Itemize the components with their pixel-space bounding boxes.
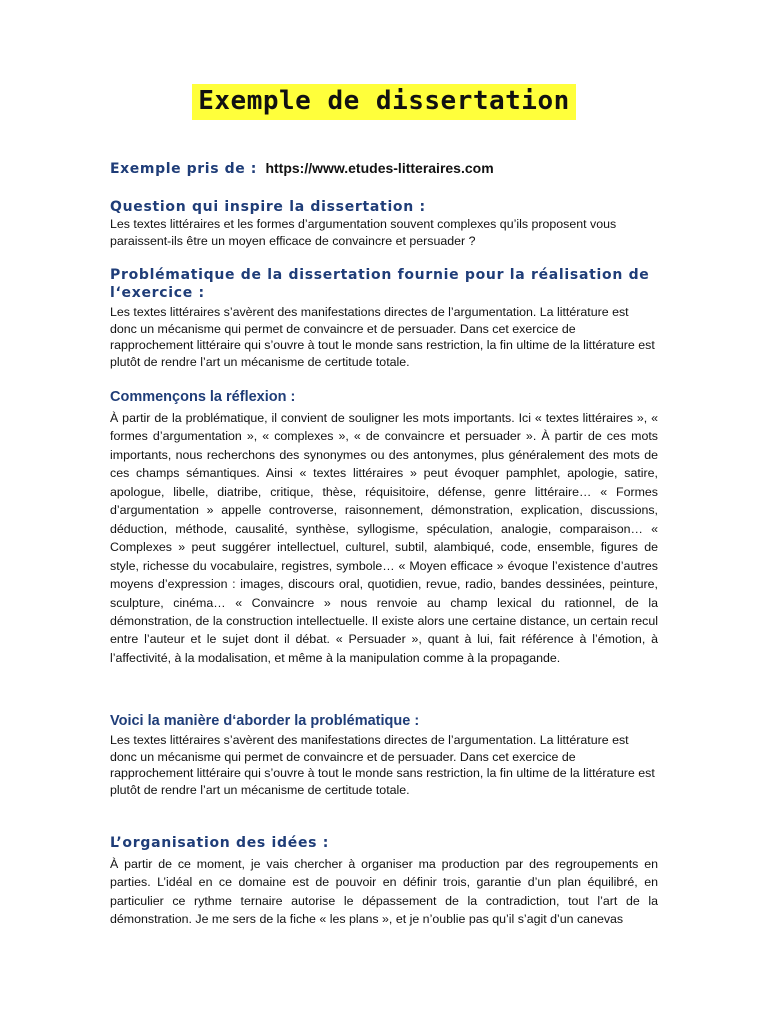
section-body: Les textes littéraires et les formes d’argumentation souvent complexes qu’ils proposent vous paraissent-ils être un moyen efficace de convaincre et persuader ?: [110, 217, 617, 248]
section-reflexion: [110, 388, 658, 667]
section-body: Les textes littéraires s’avèrent des manifestations directes de l’argumentation. La littérature est donc un mécanisme qui permet de convaincre et de persuader. Dans cet exercice de rapprochement littéraire qui s’ouvre à tout le monde sans restriction, la fin ultime de la littérature est plutôt de rendre l’art un mécanisme de certitude totale.: [110, 733, 655, 797]
section-problematique: [110, 266, 658, 370]
section-question: [110, 198, 658, 249]
source-label: Exemple pris de :: [110, 161, 257, 177]
section-heading: Voici la manière d‘aborder la problématique :: [110, 713, 420, 729]
section-heading: Question qui inspire la dissertation :: [110, 199, 426, 215]
section-body: Les textes littéraires s’avèrent des manifestations directes de l’argumentation. La littérature est donc un mécanisme qui permet de convaincre et de persuader. Dans cet exercice de rapprochement littéraire qui s’ouvre à tout le monde sans restriction, la fin ultime de la littérature est plutôt de rendre l’art un mécanisme de certitude totale.: [110, 305, 655, 369]
source-url: https://www.etudes-litteraires.com: [265, 160, 494, 176]
section-organisation: [110, 834, 658, 929]
section-body: À partir de la problématique, il convient de souligner les mots importants. Ici « textes littéraires », « formes d’argumentation », « complexes », « de convaincre et persuader ». À partir de ces mots importants, nous recherchons des synonymes ou des antonymes, plus généralement des mots de ces champs sémantiques. Ainsi « textes littéraires » peut évoquer pamphlet, apologie, satire, apologue, libelle, diatribe, critique, thèse, réquisitoire, défense, genre littéraire… « Formes d’argumentation » appelle controverse, raisonnement, démonstration, explication, discussions, déduction, méthode, causalité, synthèse, syllogisme, spéculation, analogie, comparaison… « Complexes » peut suggérer intellectuel, culturel, subtil, alambiqué, code, ensemble, figures de style, richesse du vocabulaire, registres, symbole… « Moyen efficace » évoque l’existence d’autres moyens d’expression : images, discours oral, quotidien, revue, radio, bandes dessinées, peinture, sculpture, cinéma… « Convaincre » nous renvoie au champ lexical du rationnel, de la démonstration, de la construction intellectuelle. Il existe alors une certaine distance, un certain recul entre l’auteur et le sujet dont il débat. « Persuader », quant à lui, fait référence à l’émotion, à l’affectivité, à la modalisation, et même à la manipulation comme à la propagande.: [110, 411, 658, 665]
section-body: À partir de ce moment, je vais chercher à organiser ma production par des regroupements en parties. L’idéal en ce domaine est de pouvoir en définir trois, garantie d’un plan équilibré, en particulier ce rythme ternaire autorise le dépassement de la contradiction, tout l’art de la démonstration. Je me sers de la fiche « les plans », et je n’oublie pas qu’il s’agit d’un canevas: [110, 857, 658, 927]
section-heading: Problématique de la dissertation fournie pour la réalisation de l‘exercice :: [110, 267, 650, 301]
title-container: [0, 84, 768, 120]
source-line: [110, 160, 658, 178]
section-heading: Commençons la réflexion :: [110, 389, 296, 405]
section-approche: [110, 712, 658, 798]
section-heading: L’organisation des idées :: [110, 835, 330, 851]
document-title: Exemple de dissertation: [192, 84, 576, 120]
